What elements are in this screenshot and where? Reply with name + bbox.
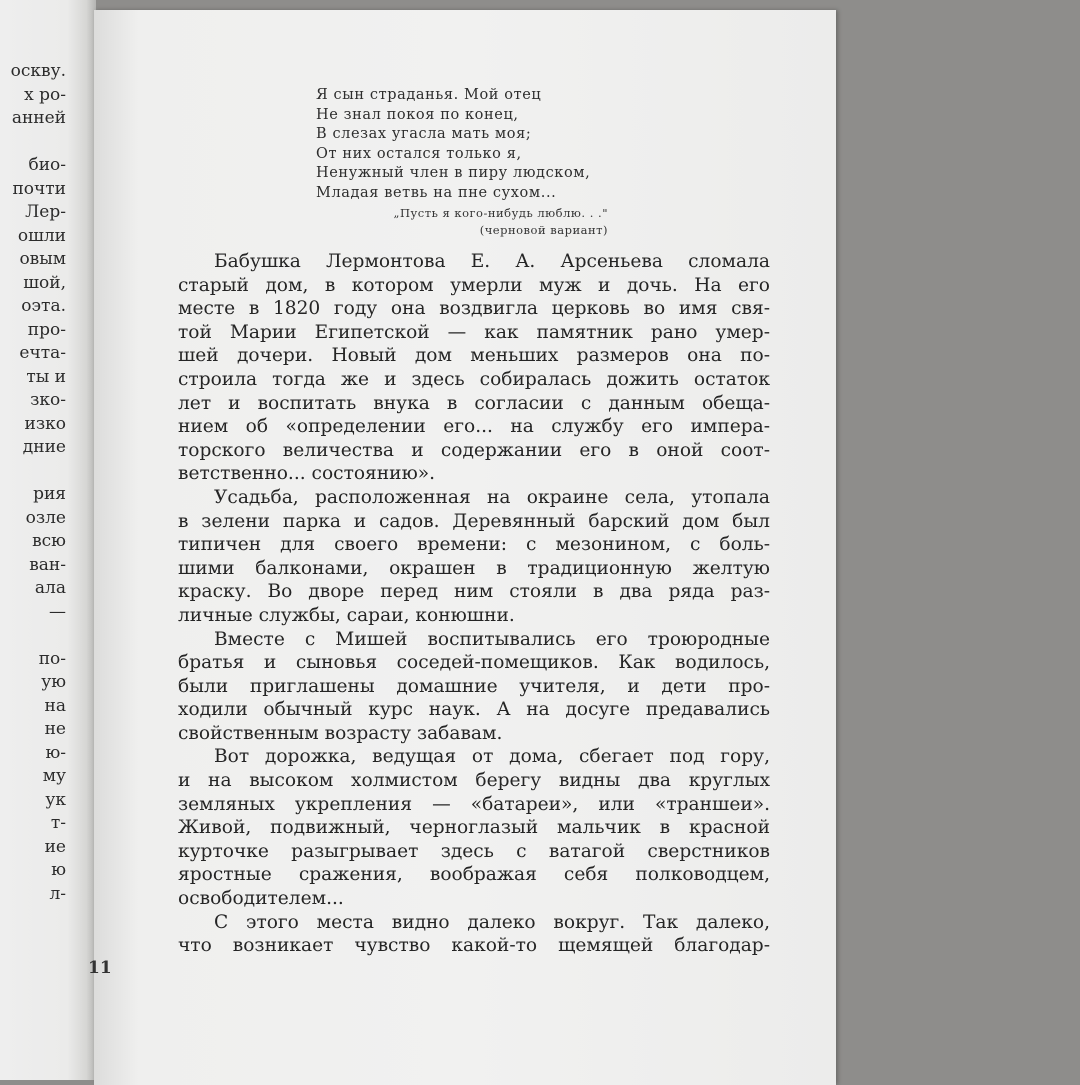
left-page-line: ук (45, 789, 66, 810)
left-page-line (11, 460, 66, 484)
text-line: братья и сыновья соседей-помещиков. Как водилось, (178, 652, 770, 674)
left-page-line: ван- (29, 554, 66, 575)
left-page (0, 0, 96, 1080)
poem-line: Не знал покоя по конец, (316, 106, 519, 123)
text-line: яростные сражения, воображая себя полководцем, (178, 864, 770, 886)
poem-line: От них остался только я, (316, 145, 522, 162)
text-line: личные службы, сараи, конюшни. (178, 604, 515, 626)
text-line: С этого места видно далеко вокруг. Так далеко, (214, 911, 770, 933)
body-text (178, 250, 770, 958)
left-page-line: рия (33, 484, 66, 504)
left-page-line: не (44, 719, 66, 739)
epigraph-poem (316, 86, 590, 203)
left-page-line: Лер- (25, 202, 66, 222)
text-line: той Марии Египетской — как памятник рано умер- (178, 321, 770, 343)
text-line: типичен для своего времени: с мезонином, с боль- (178, 534, 770, 556)
left-page-line (11, 624, 66, 648)
text-line: Усадьба, расположенная на окраине села, утопала (214, 486, 770, 508)
text-line: шими балконами, окрашен в традиционную желтую (178, 557, 770, 579)
text-line: курточке разыгрывает здесь с ватагой сверстников (178, 840, 770, 862)
left-page-line: ты и (26, 366, 66, 387)
left-page-line: по- (38, 648, 66, 669)
left-page-line: ала (34, 578, 66, 598)
left-page-line: дние (22, 437, 66, 457)
left-page-text (11, 60, 66, 906)
left-page-line: х ро- (24, 84, 66, 105)
left-page-line: ю (51, 860, 66, 880)
text-line: ходили обычный курс наук. А на досуге предавались (178, 699, 770, 721)
epigraph-attribution (394, 205, 608, 239)
left-page-line: — (49, 601, 66, 622)
text-line: и на высоком холмистом берегу видны два круглых (178, 770, 770, 792)
left-page-line: почти (12, 178, 66, 199)
page-number: 11 (88, 958, 112, 978)
text-line: торского величества и содержании его в оной соот- (178, 439, 770, 461)
left-page-line: т- (50, 813, 66, 833)
left-page-line: ие (44, 836, 66, 857)
left-page-line: про- (27, 319, 66, 340)
left-page-line: ечта- (19, 343, 66, 363)
left-page-line: био- (28, 155, 66, 175)
left-page-line: ошли (17, 225, 66, 246)
text-line: лет и воспитать внука в согласии с данным обеща- (178, 392, 770, 414)
text-line: что возникает чувство какой-то щемящей благодар- (178, 935, 770, 957)
left-page-line: зко- (30, 390, 66, 410)
text-line: Вот дорожка, ведущая от дома, сбегает под гору, (214, 746, 770, 768)
left-page-line (11, 131, 66, 155)
text-line: Бабушка Лермонтова Е. А. Арсеньева сломала (214, 251, 770, 272)
left-page-line: анней (11, 108, 66, 128)
left-page-line: ую (41, 672, 66, 692)
text-line: освободителем... (178, 888, 344, 910)
left-page-line: оскву. (10, 61, 66, 81)
text-line: Живой, подвижный, черноглазый мальчик в красной (178, 817, 770, 839)
poem-line: Я сын страданья. Мой отец (316, 87, 542, 103)
text-line: старый дом, в котором умерли муж и дочь. На его (178, 274, 770, 296)
left-page-line: озле (25, 507, 66, 528)
left-page-line: му (42, 766, 66, 786)
left-page-line: оэта. (21, 296, 66, 316)
left-page-line: изко (24, 413, 66, 434)
text-line: Вместе с Мишей воспитывались его троюродные (214, 628, 770, 650)
text-line: земляных укрепления — «батареи», или «траншеи». (178, 793, 770, 815)
text-line: в зелени парка и садов. Деревянный барский дом был (178, 510, 770, 532)
left-page-line: шой, (23, 272, 66, 293)
text-line: нием об «определении его... на службу его импера- (178, 416, 770, 438)
text-line: ветственно... состоянию». (178, 463, 436, 485)
left-page-line: овым (19, 249, 66, 269)
left-page-line: ю- (45, 742, 66, 763)
text-line: шей дочери. Новый дом меньших размеров она по- (178, 345, 770, 367)
text-line: месте в 1820 году она воздвигла церковь во имя свя- (178, 298, 770, 320)
poem-line: Младая ветвь на пне сухом... (316, 184, 557, 201)
epigraph-source: „Пусть я кого-нибудь люблю. . ." (393, 206, 608, 220)
text-line: краску. Во дворе перед ним стояли в два ряда раз- (178, 581, 770, 603)
left-page-line: всю (32, 531, 66, 551)
left-page-line: л- (49, 883, 66, 904)
text-line: свойственным возрасту забавам. (178, 722, 503, 744)
poem-line: В слезах угасла мать моя; (316, 126, 532, 142)
text-line: строила тогда же и здесь собиралась дожить остаток (178, 368, 770, 390)
left-page-line: на (44, 695, 66, 716)
poem-line: Ненужный член в пиру людском, (316, 165, 591, 181)
text-line: были приглашены домашние учителя, и дети про- (178, 675, 770, 697)
epigraph-note: (черновой вариант) (479, 223, 608, 237)
